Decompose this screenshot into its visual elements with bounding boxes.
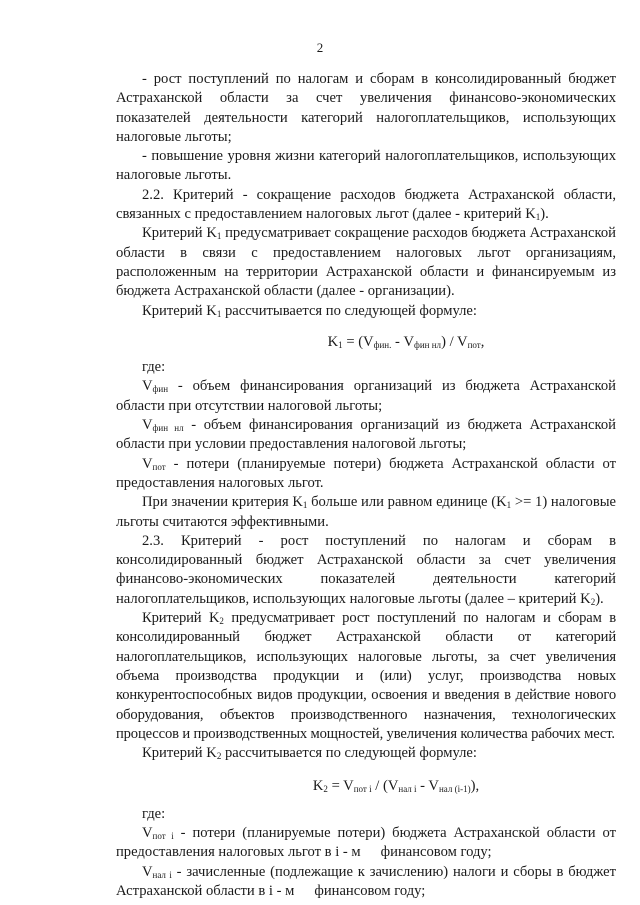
criterion-k2-description: Критерий $K_2$ предусматривает рост поступлений по налогам и сборам в консолидированный бюджет Астраханской области от категорий налогоплательщиков, использующих налоговые льготы, за счет увеличения объема производства продукции и (или) услуг, производства новых конкурентоспособных видов продукции, освоения и введения в действие нового оборудования, объектов производственного назначения, технологических процессов и производственных мощностей, увеличения количества рабочих мест. xyxy=(116,610,616,742)
page-number: 2 xyxy=(316,40,324,55)
bullet-living-standard: - повышение уровня жизни категорий налогоплательщиков, использующих налоговые льготы. xyxy=(116,148,616,184)
criterion-k1-description: Критерий $K_1$ предусматривает сокращение расходов бюджета Астраханской области в связи с предоставлением налоговых льгот организациям, расположенным на территории Астраханской области и финансируемым из бюджета Астраханской области (далее - организации). xyxy=(116,225,616,300)
document-body xyxy=(116,70,616,901)
definition-v-nal-i: $V_{нал i}$ - зачисленные (подлежащие к зачислению) налоги и сборы в бюджет Астраханской области в i - м финансовом году; xyxy=(116,863,616,899)
bullet-revenue-growth: - рост поступлений по налогам и сборам в консолидированный бюджет Астраханской области за счет увеличения финансово-экономических показателей деятельности категорий налогоплательщиков, использующих налоговые льготы; xyxy=(116,71,616,145)
definition-v-pot-i: $V_{пот i}$ - потери (планируемые потери) бюджета Астраханской области от предоставления налоговых льгот в i - м финансовом году; xyxy=(116,824,616,861)
section-2-3: 2.3. Критерий - рост поступлений по налогам и сборам в консолидированный бюджет Астраханской области за счет увеличения финансово-экономических показателей деятельности категорий налогоплательщиков, использующих налоговые льготы (далее – критерий $K_2$). xyxy=(116,532,616,607)
definition-v-fin-nl: $V_{фин нл}$ - объем финансирования организаций из бюджета Астраханской области при условии предоставления налоговой льготы; xyxy=(116,417,616,453)
formula-k2: $K_2 = V_{пот i} / (V_{нал i} - V_{нал (i-1)})$, xyxy=(312,778,480,795)
where-label-1: где: xyxy=(142,359,166,376)
definition-v-fin: $V_{фин}$ - объем финансирования организаций из бюджета Астраханской области при отсутствии налоговой льготы; xyxy=(116,378,616,414)
criterion-k1-effective: При значении критерия $K_1$ больше или равном единице $(K_1 >= 1)$ налоговые льготы считаются эффективными. xyxy=(116,494,616,530)
where-label-2: где: xyxy=(142,805,166,822)
formula-k1: $K_1 = (V_{фин.} - V_{фин нл}) / V_{пот}$, xyxy=(327,333,485,350)
definition-v-pot: $V_{пот}$ - потери (планируемые потери) бюджета Астраханской области от предоставления налоговых льгот. xyxy=(116,455,616,491)
criterion-k2-formula-intro: Критерий $K_2$ рассчитывается по следующей формуле: xyxy=(142,745,477,762)
criterion-k1-formula-intro: Критерий $K_1$ рассчитывается по следующей формуле: xyxy=(142,302,477,319)
section-2-2: 2.2. Критерий - сокращение расходов бюджета Астраханской области, связанных с предоставлением налоговых льгот (далее - критерий $K_1$). xyxy=(116,186,616,223)
